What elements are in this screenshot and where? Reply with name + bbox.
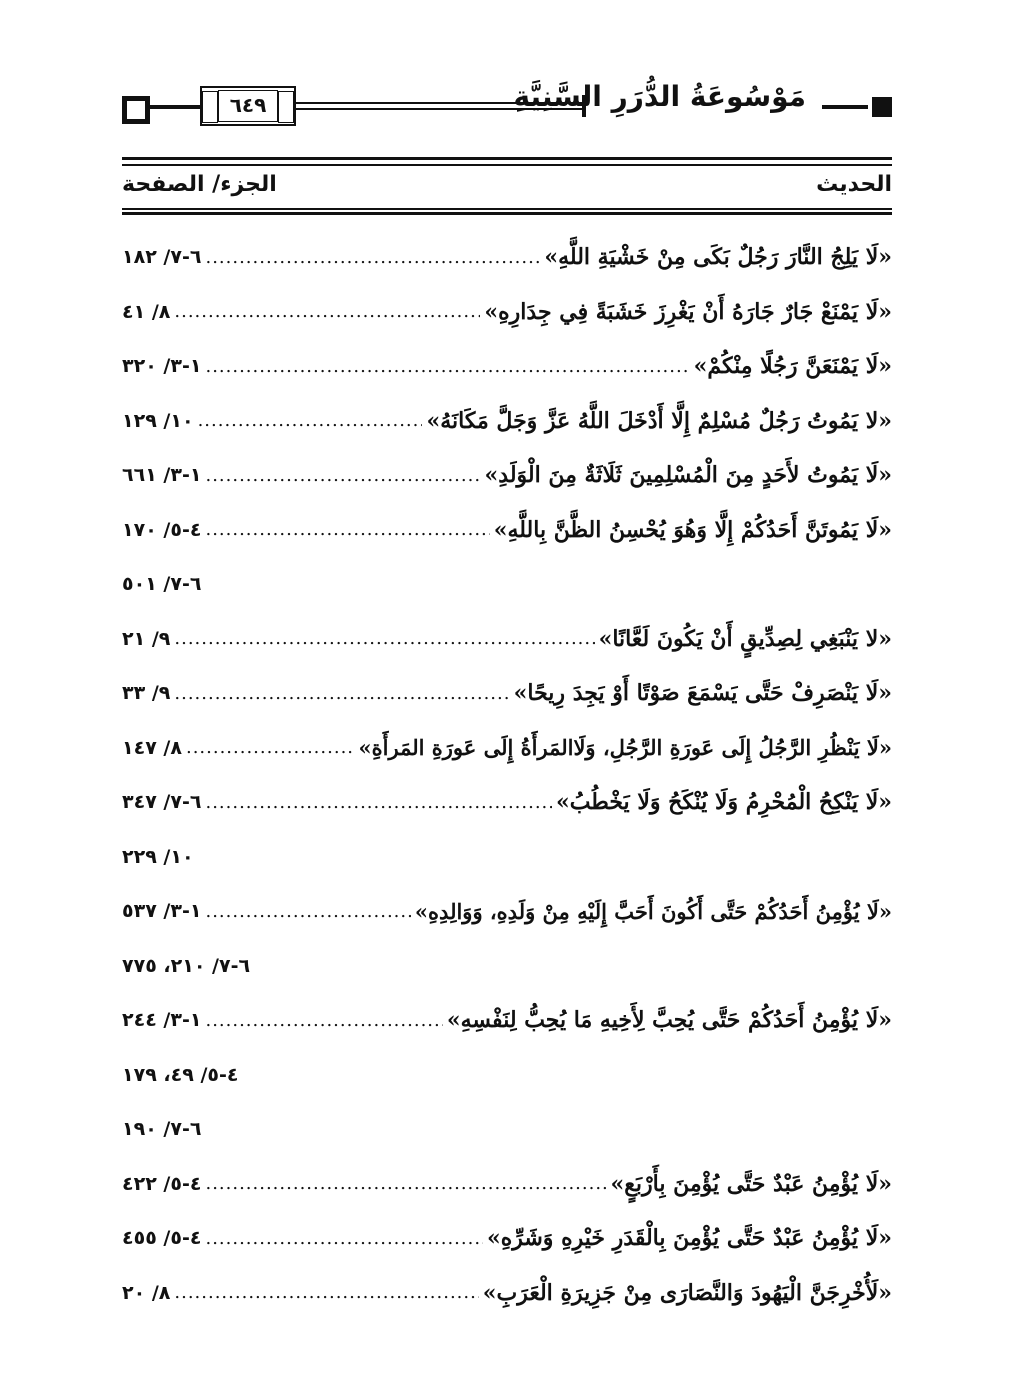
page-header: [122, 78, 892, 138]
hadith-text: «لَا يَمُوتُ لأَحَدٍ مِنَ الْمُسْلِمِينَ ثَلَاثَةٌ مِنَ الْوَلَدِ»: [484, 462, 892, 489]
hadith-text: «لا يَمُوتُ رَجُلٌ مُسْلِمٌ إِلَّا أَدْخَلَ اللَّهُ عَزَّ وَجَلَّ مَكَانَهُ»: [426, 407, 892, 434]
volume-page-ref: ١٠/ ٢٢٩: [122, 845, 194, 868]
leader-dots: [205, 792, 551, 813]
list-item: [122, 1157, 892, 1212]
top-rule-thick: [122, 157, 892, 160]
leader-dots: [205, 1010, 442, 1031]
volume-page-ref: ٩/ ٢١: [122, 627, 171, 650]
volume-page-ref: ٦-٧/ ١٩٠: [122, 1118, 202, 1141]
list-item: [122, 666, 892, 721]
list-item: [122, 1211, 892, 1266]
list-item-continuation: [122, 939, 892, 994]
volume-page-ref: ٤-٥/ ٤٥٥: [122, 1227, 202, 1250]
leader-dots: [198, 410, 423, 431]
hadith-text: «لَا يُؤْمِنُ أَحَدُكُمْ حَتَّى يُحِبَّ لِأَخِيهِ مَا يُحِبُّ لِنَفْسِهِ»: [446, 1007, 892, 1034]
volume-page-ref: ٦-٧/ ١٨٢: [122, 246, 202, 269]
series-title: مَوْسُوعَةُ الدُّرَرِ السَّنِيَّةِ: [513, 80, 806, 113]
hadith-text: «لَا يُؤْمِنُ أَحَدُكُمْ حَتَّى أَكُونَ أَحَبَّ إِلَيْهِ مِنْ وَلَدِهِ، وَوَالِدِهِ»: [414, 898, 892, 924]
bottom-rule-thick: [122, 212, 892, 215]
list-item: [122, 285, 892, 340]
volume-page-ref: ٨/ ٤١: [122, 300, 171, 323]
leader-dots: [186, 737, 355, 758]
volume-page-ref: ٤-٥/ ١٧٠: [122, 518, 202, 541]
list-item: [122, 612, 892, 667]
bottom-rule-thin: [122, 208, 892, 210]
volume-page-ref: ٩/ ٣٣: [122, 682, 171, 705]
leader-dots: [205, 901, 410, 922]
hadith-index-list: [122, 230, 892, 1320]
column-header-hadith: الحديث: [816, 172, 892, 197]
page-number: ٦٤٩: [229, 93, 267, 117]
leader-dots: [205, 356, 689, 377]
leader-dots: [205, 519, 489, 540]
leader-dots: [174, 301, 480, 322]
hadith-text: «لَا يَلِجُ النَّارَ رَجُلٌ بَكَى مِنْ خَشْيَةِ اللَّهِ»: [544, 244, 892, 271]
list-item: [122, 230, 892, 285]
volume-page-ref: ٦-٧/ ٢١٠، ٧٧٥: [122, 954, 251, 977]
volume-page-ref: ٤-٥/ ٤٢٢: [122, 1172, 202, 1195]
leader-dots: [174, 628, 594, 649]
hadith-text: «لَا يَنْصَرِفْ حَتَّى يَسْمَعَ صَوْتًا أَوْ يَجِدَ رِيحًا»: [513, 680, 892, 707]
hadith-text: «لَا يَمُوتَنَّ أَحَدُكُمْ إِلَّا وَهُوَ يُحْسِنُ الظَّنَّ بِاللَّهِ»: [493, 516, 892, 543]
leader-dots: [205, 247, 540, 268]
list-item: [122, 448, 892, 503]
column-header-page: الجزء/ الصفحة: [122, 172, 277, 197]
leader-dots: [205, 1228, 482, 1249]
header-right-square: [872, 97, 892, 117]
list-item-continuation: [122, 1048, 892, 1103]
list-item: [122, 775, 892, 830]
hadith-text: «لَا يَنْكِحُ الْمُحْرِمُ وَلَا يُنْكَحُ وَلَا يَخْطُبُ»: [555, 789, 892, 816]
list-item-continuation: [122, 1102, 892, 1157]
top-rule-thin: [122, 164, 892, 166]
list-item: [122, 993, 892, 1048]
volume-page-ref: ١-٣/ ٦٦١: [122, 464, 202, 487]
leader-dots: [174, 683, 509, 704]
volume-page-ref: ٨/ ١٤٧: [122, 736, 182, 759]
volume-page-ref: ١٠/ ١٢٩: [122, 409, 194, 432]
list-item: [122, 503, 892, 558]
list-item-continuation: [122, 830, 892, 885]
header-left-square: [122, 96, 150, 124]
list-item: [122, 721, 892, 776]
hadith-text: «لَا يَمْنَعْ جَارٌ جَارَهُ أَنْ يَغْرِزَ خَشَبَةً فِي جِدَارِهِ»: [484, 298, 892, 325]
header-right-rule: [822, 105, 868, 109]
hadith-text: «لَا يَمْنَعَنَّ رَجُلًا مِنْكُمْ»: [693, 353, 892, 380]
list-item: [122, 884, 892, 939]
leader-dots: [174, 1282, 478, 1303]
volume-page-ref: ١-٣/ ٣٢٠: [122, 355, 202, 378]
volume-page-ref: ٨/ ٢٠: [122, 1281, 171, 1304]
header-left-rule: [150, 105, 200, 109]
volume-page-ref: ٦-٧/ ٥٠١: [122, 573, 202, 596]
hadith-text: «لَا يَنْظُرِ الرَّجُلُ إِلَى عَورَةِ الرَّجُلِ، وَلَاالمَرأَةُ إِلَى عَورَةِ المَرأَةِ»: [358, 735, 892, 761]
list-item: [122, 339, 892, 394]
volume-page-ref: ١-٣/ ٥٣٧: [122, 900, 202, 923]
hadith-text: «لَا يُؤْمِنُ عَبْدٌ حَتَّى يُؤْمِنَ بِالْقَدَرِ خَيْرِهِ وَشَرِّهِ»: [486, 1225, 892, 1252]
volume-page-ref: ١-٣/ ٢٤٤: [122, 1009, 202, 1032]
list-item-continuation: [122, 557, 892, 612]
page-number-frame: [200, 86, 296, 126]
leader-dots: [205, 465, 480, 486]
list-item: [122, 1266, 892, 1321]
hadith-text: «لَا يُؤْمِنُ عَبْدٌ حَتَّى يُؤْمِنَ بِأَرْبَعٍ»: [610, 1170, 892, 1197]
volume-page-ref: ٤-٥/ ٤٩، ١٧٩: [122, 1063, 239, 1086]
leader-dots: [205, 1173, 606, 1194]
hadith-text: «لَأُخْرِجَنَّ الْيَهُودَ وَالنَّصَارَى مِنْ جَزِيرَةِ الْعَرَبِ»: [482, 1279, 892, 1306]
volume-page-ref: ٦-٧/ ٣٤٧: [122, 791, 202, 814]
list-item: [122, 394, 892, 449]
hadith-text: «لا يَنْبَغِي لِصِدِّيقٍ أَنْ يَكُونَ لَعَّانًا»: [598, 625, 892, 652]
